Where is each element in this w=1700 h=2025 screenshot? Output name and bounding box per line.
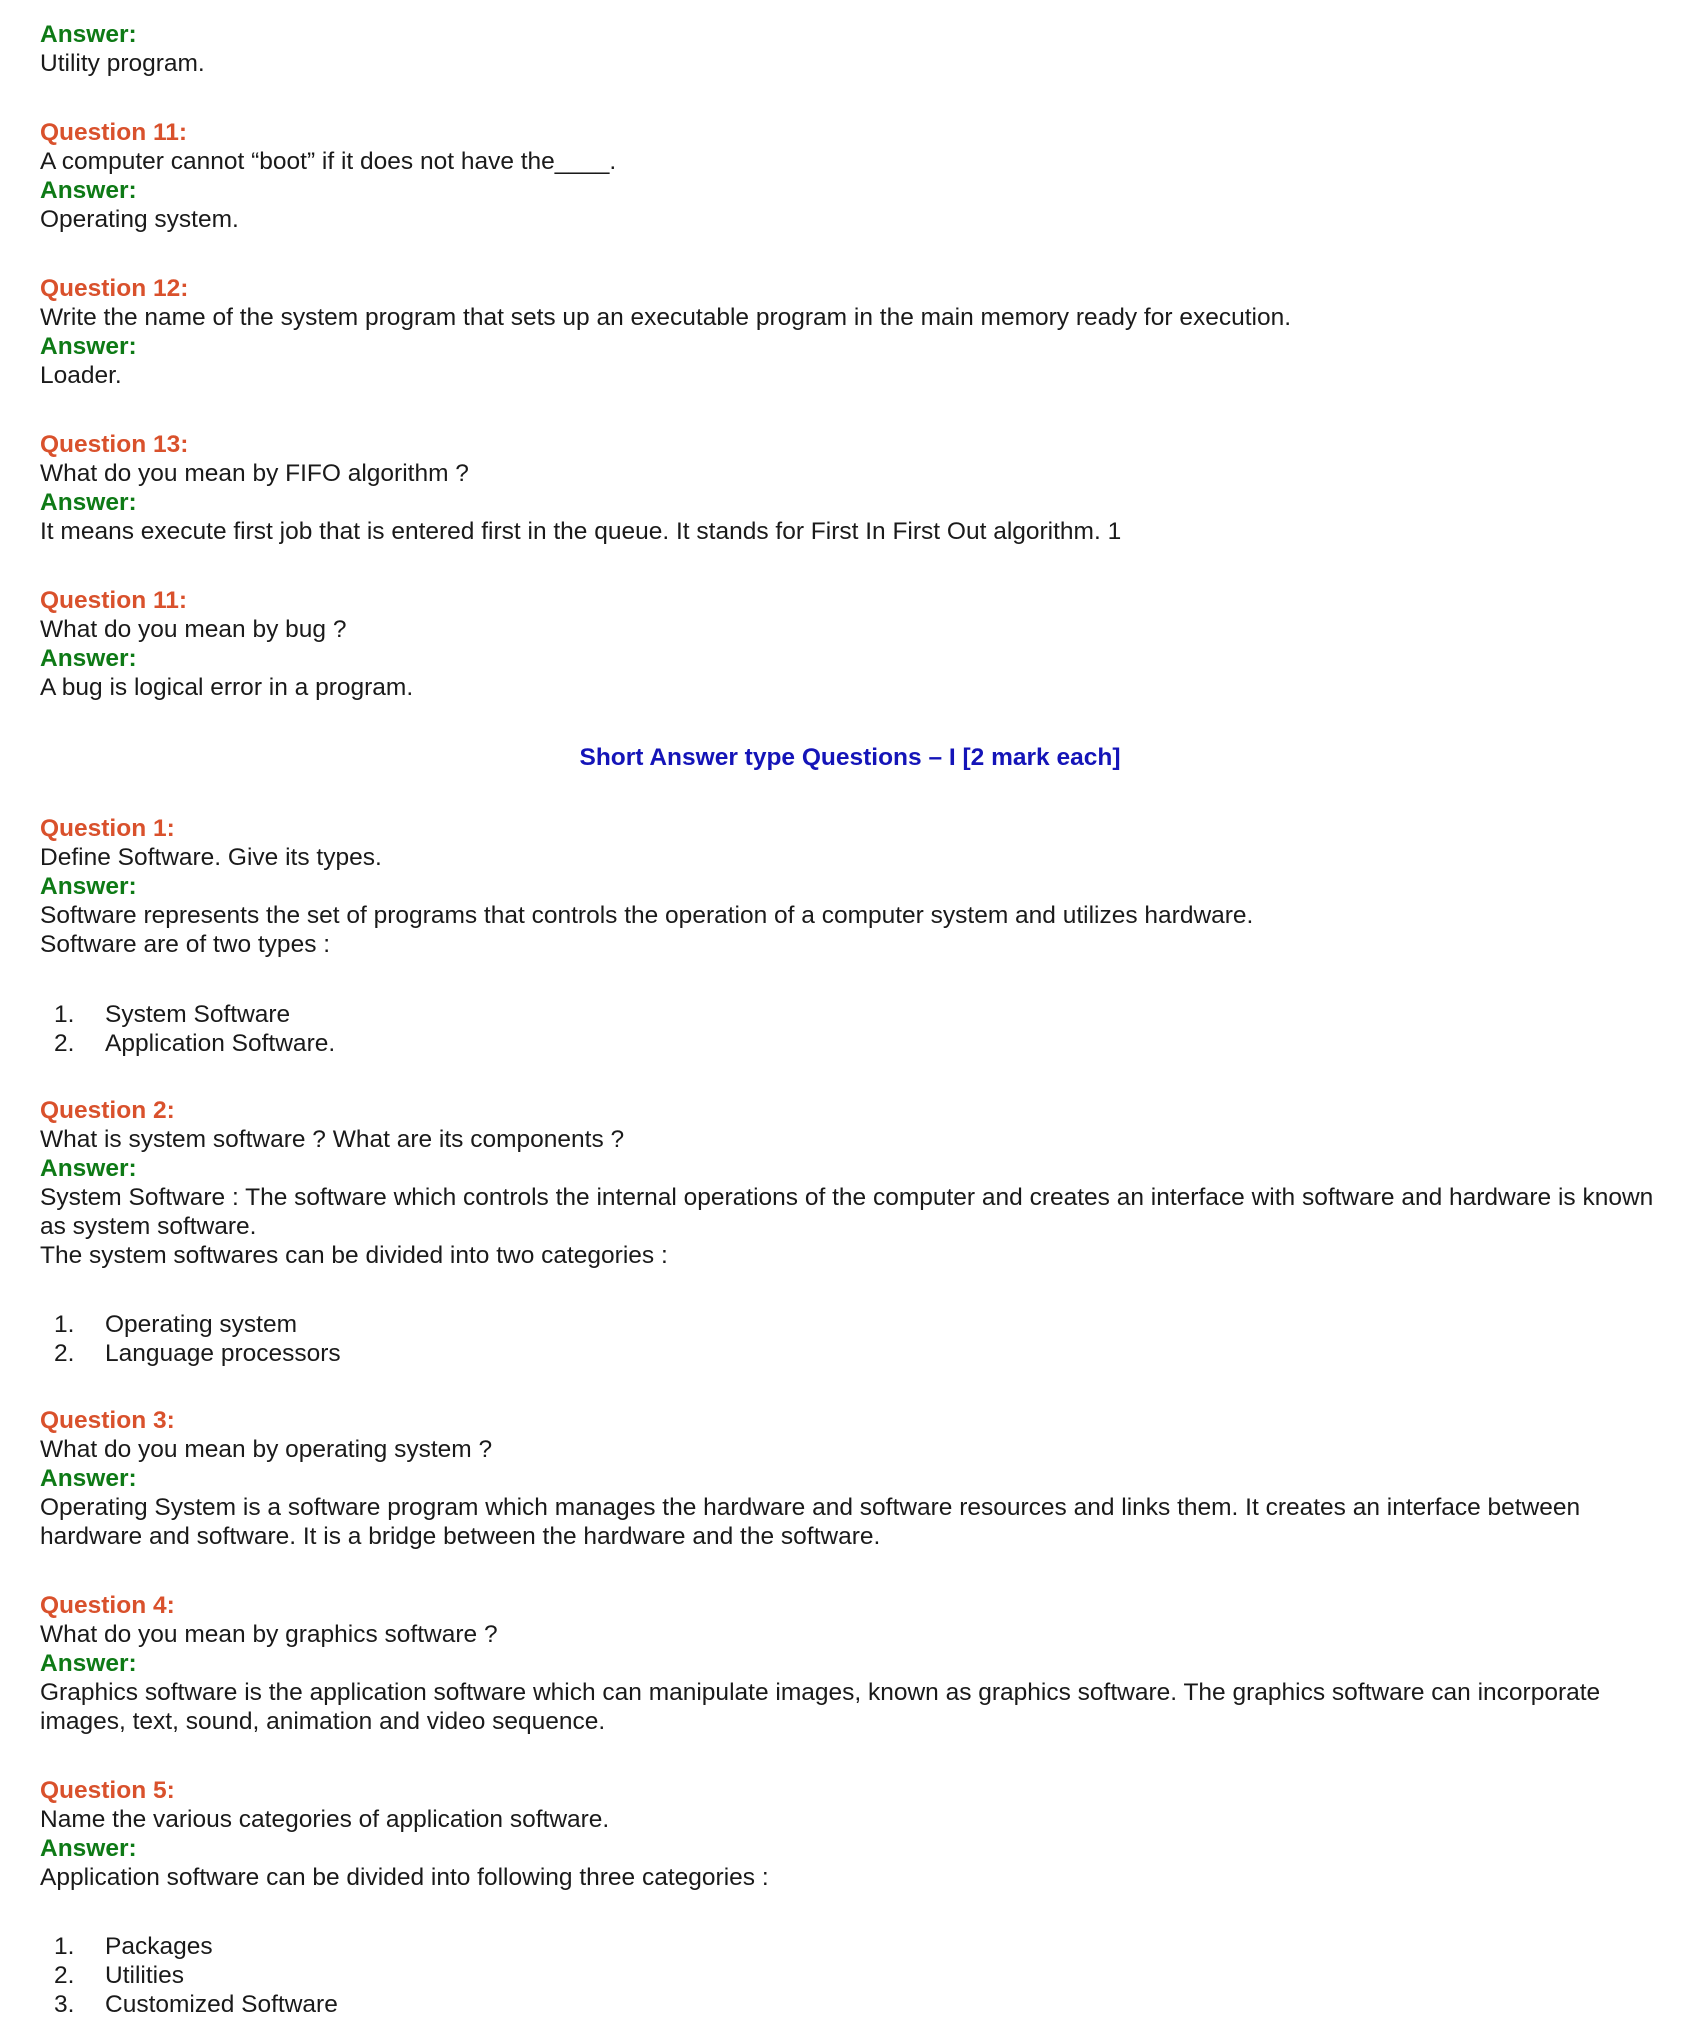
question-text: What do you mean by FIFO algorithm ? [40, 460, 469, 487]
answer-label: Answer: [40, 1465, 137, 1492]
answer-block-top [40, 20, 1700, 78]
question-text: Define Software. Give its types. [40, 844, 382, 871]
question-text: A computer cannot “boot” if it does not have the____. [40, 148, 617, 175]
question-block-11a [40, 118, 1700, 234]
list-item [40, 1961, 1700, 1990]
list-item-text: Customized Software [105, 1991, 338, 2018]
list-item-text: System Software [105, 1001, 291, 1028]
answer-label: Answer: [40, 489, 137, 516]
question-label: Question 3: [40, 1407, 175, 1434]
list-number: 2. [54, 1030, 75, 1057]
answer-text: Utility program. [40, 50, 205, 77]
question-text: Write the name of the system program that sets up an executable program in the main memory ready for execution. [40, 304, 1292, 331]
question-block-13 [40, 430, 1700, 546]
list-number: 1. [54, 1311, 75, 1338]
answer-label: Answer: [40, 873, 137, 900]
question-label: Question 5: [40, 1777, 175, 1804]
list-item [40, 1990, 1700, 2019]
short-question-block-5 [40, 1776, 1700, 2019]
answer-text: Loader. [40, 362, 122, 389]
list-item-text: Language processors [105, 1340, 341, 1367]
question-text: What do you mean by graphics software ? [40, 1621, 498, 1648]
numbered-list [40, 1932, 1700, 2019]
list-item [40, 1029, 1700, 1058]
answer-text: Software are of two types : [40, 931, 331, 958]
question-block-11b [40, 586, 1700, 702]
question-label: Question 12: [40, 275, 189, 302]
answer-text: Software represents the set of programs that controls the operation of a computer system and utilizes hardware. [40, 902, 1254, 929]
list-item-text: Utilities [105, 1962, 184, 1989]
list-item [40, 1932, 1700, 1961]
answer-label: Answer: [40, 177, 137, 204]
question-label: Question 4: [40, 1592, 175, 1619]
question-text: What do you mean by operating system ? [40, 1436, 493, 1463]
list-item [40, 1339, 1700, 1368]
answer-label: Answer: [40, 1650, 137, 1677]
list-number: 3. [54, 1991, 75, 2018]
short-question-block-4 [40, 1591, 1700, 1736]
question-label: Question 1: [40, 815, 175, 842]
question-block-12 [40, 274, 1700, 390]
numbered-list [40, 1310, 1700, 1368]
answer-text: Operating System is a software program which manages the hardware and software resources and links them. It creates an interface between hardware and software. It is a bridge between the hardware and the software. [40, 1494, 1581, 1550]
list-number: 2. [54, 1962, 75, 1989]
list-item [40, 1000, 1700, 1029]
list-item-text: Packages [105, 1933, 213, 1960]
answer-text: It means execute first job that is entered first in the queue. It stands for First In First Out algorithm. 1 [40, 518, 1122, 545]
list-item-text: Application Software. [105, 1030, 336, 1057]
answer-label: Answer: [40, 333, 137, 360]
question-text: What do you mean by bug ? [40, 616, 347, 643]
answer-label: Answer: [40, 1835, 137, 1862]
answer-text: Operating system. [40, 206, 239, 233]
answer-text: System Software : The software which controls the internal operations of the computer and creates an interface with software and hardware is known as system software. [40, 1184, 1654, 1240]
answer-text: Graphics software is the application software which can manipulate images, known as graphics software. The graphics software can incorporate images, text, sound, animation and video sequence. [40, 1679, 1601, 1735]
list-item-text: Operating system [105, 1311, 297, 1338]
short-question-block-1 [40, 814, 1700, 1058]
question-label: Question 2: [40, 1097, 175, 1124]
answer-label: Answer: [40, 21, 137, 48]
list-item [40, 1310, 1700, 1339]
list-number: 1. [54, 1933, 75, 1960]
short-question-block-3 [40, 1406, 1700, 1551]
short-question-block-2 [40, 1096, 1700, 1368]
answer-label: Answer: [40, 1155, 137, 1182]
answer-text: A bug is logical error in a program. [40, 674, 414, 701]
question-text: What is system software ? What are its components ? [40, 1126, 625, 1153]
answer-text: The system softwares can be divided into two categories : [40, 1242, 668, 1269]
list-number: 1. [54, 1001, 75, 1028]
list-number: 2. [54, 1340, 75, 1367]
question-label: Question 13: [40, 431, 189, 458]
question-text: Name the various categories of application software. [40, 1806, 610, 1833]
section-heading: Short Answer type Questions – I [2 mark each] [579, 744, 1121, 771]
numbered-list [40, 1000, 1700, 1058]
answer-label: Answer: [40, 645, 137, 672]
question-label: Question 11: [40, 119, 188, 146]
answer-text: Application software can be divided into following three categories : [40, 1864, 769, 1891]
question-label: Question 11: [40, 587, 188, 614]
